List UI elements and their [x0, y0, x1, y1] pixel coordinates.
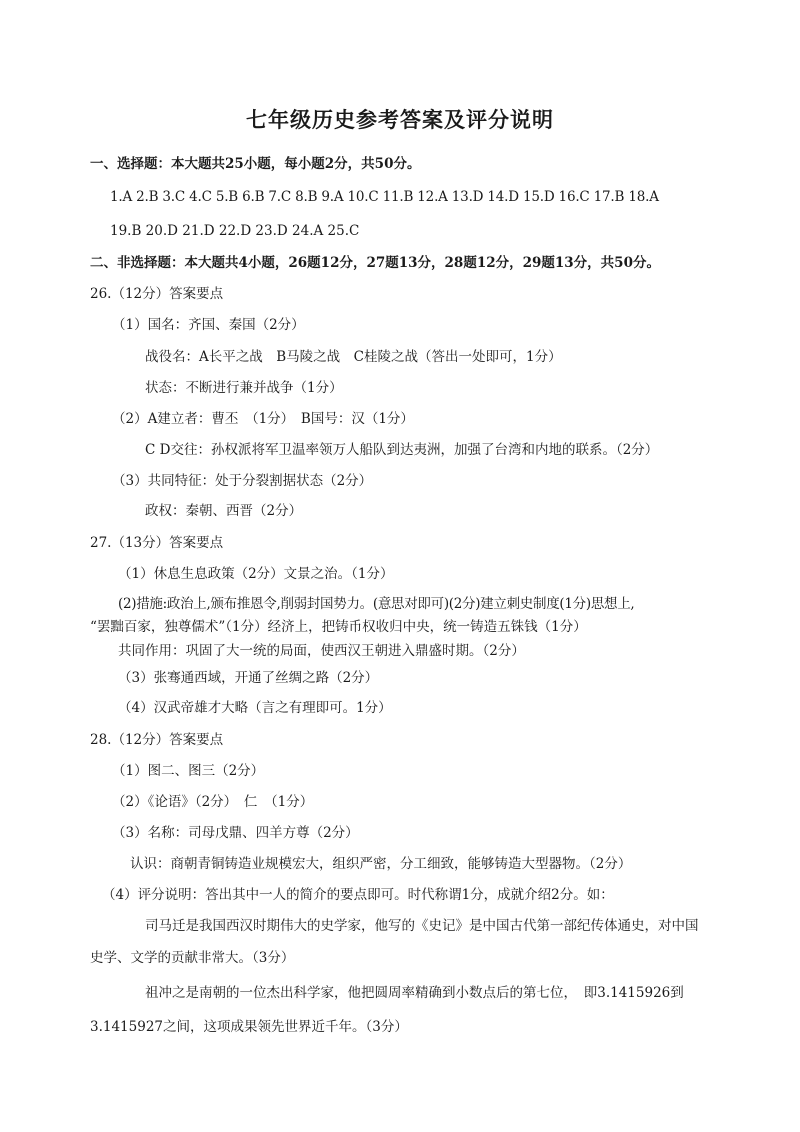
mc-answers-row-2: 19.B 20.D 21.D 22.D 23.D 24.A 25.C — [110, 223, 360, 239]
q27-line-1: （1）休息生息政策（2分）文景之治。（1分） — [118, 566, 394, 582]
q28-line-2: （2）《论语》（2分） 仁 （1分） — [112, 794, 314, 810]
q27-line-3: “罢黜百家，独尊儒术”（1分）经济上，把铸币权收归中央，统一铸造五铢钱（1分） — [90, 619, 587, 635]
q28-heading: 28.（12分）答案要点 — [90, 732, 224, 748]
q28-line-9: 3.1415927之间，这项成果领先世界近千年。（3分） — [90, 1019, 408, 1035]
q27-line-2: (2)措施:政治上,颁布推恩令,削弱封国势力。(意思对即可)(2分)建立刺史制度(1分)思想上, — [118, 596, 635, 612]
q26-line-6: （3）共同特征：处于分裂割据状态（2分） — [112, 473, 373, 489]
section-1-heading: 一、选择题：本大题共25小题，每小题2分，共50分。 — [90, 156, 421, 172]
q28-line-3: （3）名称：司母戊鼎、四羊方尊（2分） — [112, 825, 359, 841]
q27-line-5: （3）张骞通西域，开通了丝绸之路（2分） — [118, 670, 379, 686]
mc-answers-row-1: 1.A 2.B 3.C 4.C 5.B 6.B 7.C 8.B 9.A 10.C 11.B 12.A 13.D 14.D 15.D 16.C 17.B 18.A — [110, 189, 659, 205]
section-2-heading: 二、非选择题：本大题共4小题，26题12分，27题13分，28题12分，29题13分，共50分。 — [90, 255, 660, 271]
q26-line-4: （2）A建立者：曹丕 （1分） B国号：汉（1分） — [112, 411, 414, 427]
q26-line-1: （1）国名：齐国、秦国（2分） — [112, 317, 305, 333]
q26-heading: 26.（12分）答案要点 — [90, 286, 224, 302]
q28-line-8: 祖冲之是南朝的一位杰出科学家，他把圆周率精确到小数点后的第七位， 即3.1415926到 — [145, 985, 684, 1001]
q26-line-7: 政权：秦朝、西晋（2分） — [145, 503, 303, 519]
q28-line-4: 认识：商朝青铜铸造业规模宏大，组织严密，分工细致，能够铸造大型器物。（2分） — [130, 856, 632, 872]
q28-line-5: （4）评分说明：答出其中一人的简介的要点即可。时代称谓1分，成就介绍2分。如： — [102, 887, 614, 903]
q26-line-5: C D交往：孙权派将军卫温率领万人船队到达夷洲，加强了台湾和内地的联系。（2分） — [145, 442, 659, 458]
q27-line-6: （4）汉武帝雄才大略（言之有理即可。1分） — [118, 700, 392, 716]
q27-line-4: 共同作用：巩固了大一统的局面，使西汉王朝进入鼎盛时期。（2分） — [118, 643, 525, 659]
q27-heading: 27.（13分）答案要点 — [90, 535, 224, 551]
page-title: 七年级历史参考答案及评分说明 — [246, 107, 554, 132]
q28-line-7: 史学、文学的贡献非常大。（3分） — [90, 950, 295, 966]
q26-line-2: 战役名：A长平之战 B马陵之战 C桂陵之战（答出一处即可，1分） — [145, 349, 562, 365]
q26-line-3: 状态：不断进行兼并战争（1分） — [145, 380, 343, 396]
q28-line-6: 司马迁是我国西汉时期伟大的史学家，他写的《史记》是中国古代第一部纪传体通史，对中国 — [145, 918, 699, 934]
q28-line-1: （1）图二、图三（2分） — [112, 763, 265, 779]
